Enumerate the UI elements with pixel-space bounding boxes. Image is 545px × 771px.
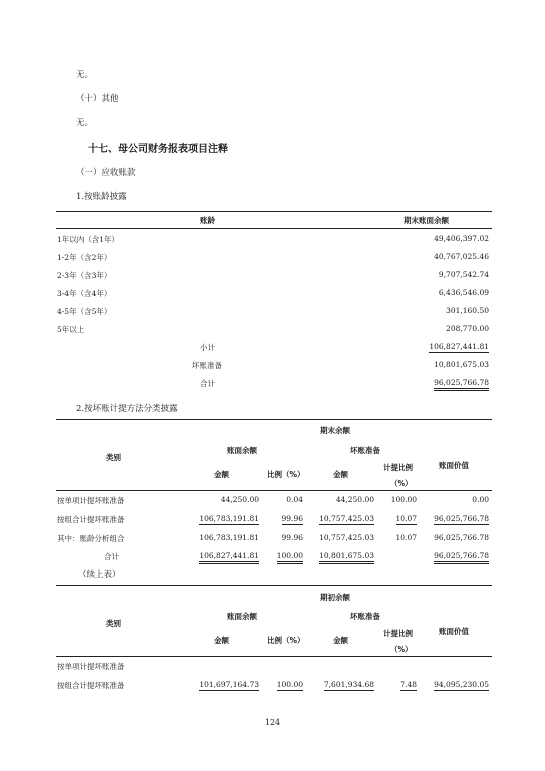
col-balance: 期末账面余额 [404, 216, 449, 225]
period-label: 期初余额 [320, 593, 350, 602]
aging-row-value: 208,770.00 [446, 324, 489, 333]
col-book-value: 账面价值 [439, 461, 469, 470]
cell-prov: 10,801,675.03 [319, 551, 374, 564]
col-category: 类别 [106, 619, 121, 628]
table-row-label: 按单项计提坏账准备 [57, 662, 125, 671]
cell-amount: 106,827,441.81 [199, 551, 259, 564]
total-label: 合计 [200, 379, 215, 388]
aging-row-label: 2-3年（含3年） [57, 271, 112, 280]
aging-row-value: 40,767,025.46 [434, 252, 489, 261]
cell-ratio: 100.00 [276, 680, 303, 689]
aging-row-value: 9,707,542.74 [438, 270, 489, 279]
cell-book: 96,025,766.78 [434, 514, 489, 523]
col-provision: 坏账准备 [350, 446, 380, 455]
other-heading: （十）其他 [76, 94, 119, 104]
col-prov-ratio: 计提比例 [383, 463, 413, 472]
table-rule [56, 585, 492, 586]
col-amount: 金额 [214, 470, 229, 479]
provision-label: 坏账准备 [192, 361, 222, 370]
sub-heading: （一）应收账款 [76, 168, 136, 178]
subtotal-label: 小计 [200, 343, 215, 352]
cell-prov-ratio: 100.00 [390, 495, 417, 504]
cell-amount: 106,783,191.81 [199, 514, 259, 523]
col-prov-ratio: 计提比例 [383, 629, 413, 638]
aging-row-label: 5年以上 [57, 325, 85, 334]
col-prov-ratio-unit: （%） [390, 479, 413, 488]
table-rule [56, 211, 492, 212]
table-row-label: 合计 [104, 552, 119, 561]
continued-label: （续上表） [78, 570, 121, 580]
col-prov-amount: 金额 [333, 636, 348, 645]
cell-amount: 44,250.00 [220, 495, 259, 504]
col-aging: 账龄 [200, 216, 215, 225]
table-row-label: 按组合计提坏账准备 [57, 515, 125, 524]
section-title: 十七、母公司财务报表项目注释 [88, 144, 228, 155]
col-book-balance: 账面余额 [227, 446, 257, 455]
cell-prov: 10,757,425.03 [319, 514, 374, 523]
col-provision: 坏账准备 [350, 612, 380, 621]
col-ratio: 比例（%） [267, 470, 305, 479]
aging-row-value: 49,406,397.02 [434, 234, 489, 243]
col-category: 类别 [106, 453, 121, 462]
table-rule [56, 490, 492, 491]
cell-ratio: 100.00 [277, 551, 303, 564]
cell-prov: 44,250.00 [335, 495, 374, 504]
table-rule [56, 228, 492, 229]
col-book-value: 账面价值 [439, 627, 469, 636]
aging-heading: 1.按账龄披露 [76, 192, 127, 202]
provision-value: 10,801,675.03 [434, 360, 489, 369]
cell-amount: 106,783,191.81 [199, 533, 259, 542]
aging-row-value: 6,436,546.09 [438, 288, 489, 297]
subtotal-value: 106,827,441.81 [429, 342, 489, 351]
table-rule [56, 656, 492, 657]
aging-row-label: 1-2年（含2年） [57, 253, 112, 262]
classified-heading: 2.按坏账计提方法分类披露 [76, 404, 178, 414]
cell-amount: 101,697,164.73 [199, 680, 259, 689]
cell-book: 96,025,766.78 [434, 551, 489, 564]
cell-prov-ratio: 10.07 [395, 533, 417, 542]
intro-none-2: 无。 [76, 118, 94, 128]
table-row-label: 按单项计提坏账准备 [57, 496, 125, 505]
cell-ratio: 0.04 [286, 495, 303, 504]
period-label: 期末余额 [320, 426, 350, 435]
col-book-balance: 账面余额 [227, 612, 257, 621]
intro-none-1: 无。 [76, 70, 94, 80]
col-prov-ratio-unit: （%） [390, 645, 413, 654]
table-row-label: 按组合计提坏账准备 [57, 681, 125, 690]
page-number: 124 [264, 718, 281, 727]
aging-row-label: 1年以内（含1年） [57, 235, 120, 244]
cell-prov: 7,601,934.68 [323, 680, 374, 689]
table-rule [56, 419, 492, 420]
aging-row-label: 3-4年（含4年） [57, 289, 112, 298]
cell-ratio: 99.96 [281, 514, 303, 523]
total-value: 96,025,766.78 [434, 378, 489, 391]
cell-book: 94,095,230.05 [434, 680, 489, 689]
cell-book: 0.00 [472, 495, 489, 504]
aging-row-value: 301,160.50 [446, 306, 489, 315]
col-prov-amount: 金额 [333, 470, 348, 479]
cell-book: 96,025,766.78 [434, 533, 489, 542]
col-ratio: 比例（%） [267, 636, 305, 645]
cell-prov-ratio: 7.48 [400, 680, 417, 689]
cell-prov-ratio: 10.07 [395, 514, 417, 523]
aging-row-label: 4-5年（含5年） [57, 307, 112, 316]
col-amount: 金额 [214, 636, 229, 645]
table-row-label: 其中：账龄分析组合 [57, 534, 125, 543]
cell-ratio: 99.96 [281, 533, 303, 542]
cell-prov: 10,757,425.03 [319, 533, 374, 542]
